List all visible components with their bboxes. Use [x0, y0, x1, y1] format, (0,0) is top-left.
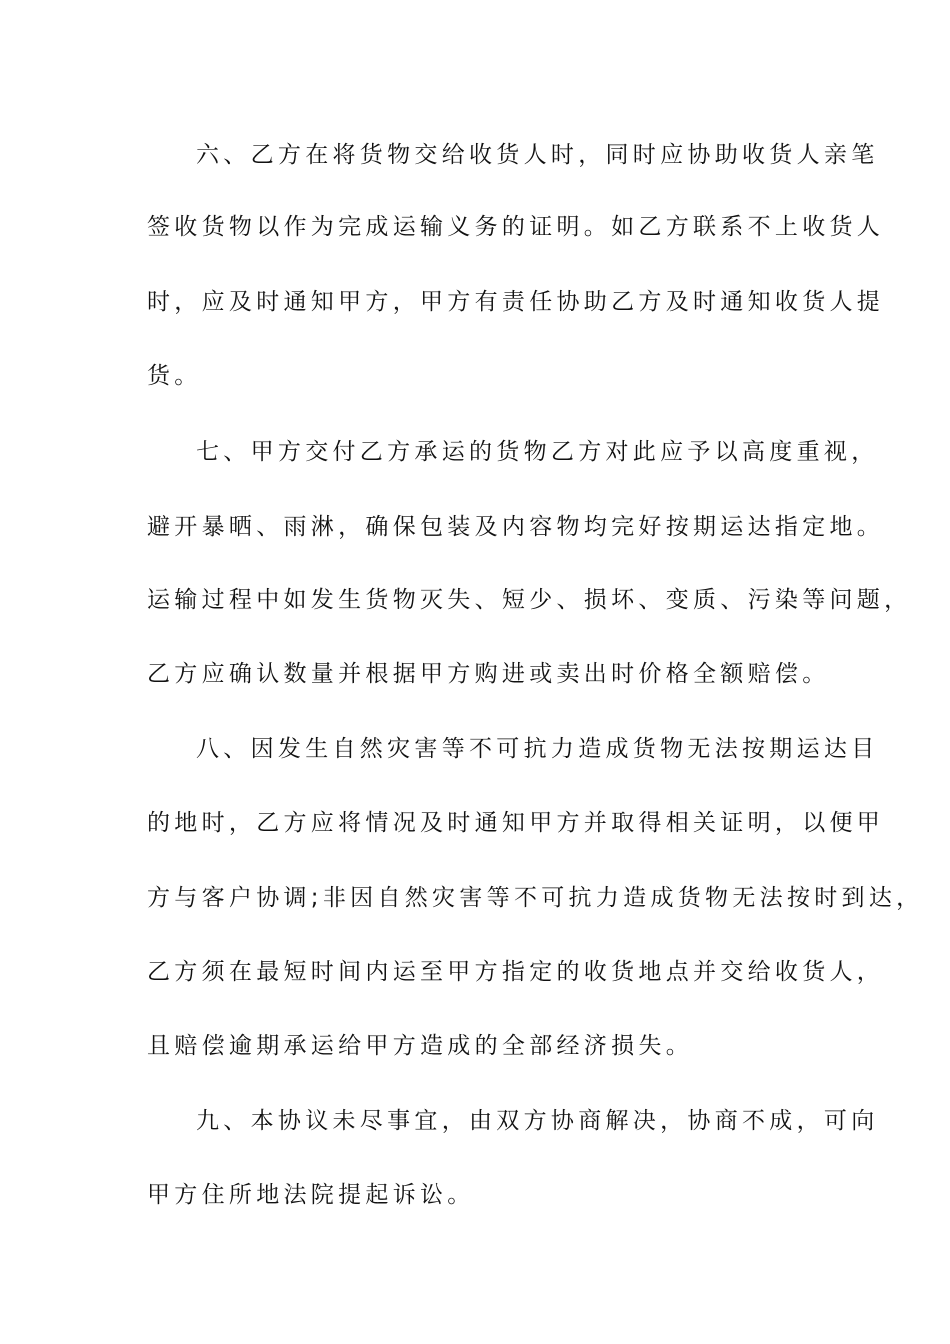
clause-8-line-4: 乙方须在最短时间内运至甲方指定的收货地点并交给收货人，: [147, 959, 885, 985]
clause-8-line-2: 的地时，乙方应将情况及时通知甲方并取得相关证明，以便甲: [147, 810, 885, 836]
clause-7-line-3: 运输过程中如发生货物灭失、短少、损坏、变质、污染等问题，: [147, 587, 912, 613]
clause-7-line-4: 乙方应确认数量并根据甲方购进或卖出时价格全额赔偿。: [147, 661, 830, 687]
clause-6-line-2: 签收货物以作为完成运输义务的证明。如乙方联系不上收货人: [147, 214, 885, 240]
clause-9-line-1: 九、本协议未尽事宜，由双方协商解决，协商不成，可向: [196, 1108, 879, 1134]
clause-8-line-5: 且赔偿逾期承运给甲方造成的全部经济损失。: [147, 1033, 693, 1059]
clause-6-line-4: 货。: [147, 363, 202, 389]
clause-8-line-1: 八、因发生自然灾害等不可抗力造成货物无法按期运达目: [196, 736, 879, 762]
clause-9-line-2: 甲方住所地法院提起诉讼。: [147, 1182, 475, 1208]
clause-6-line-3: 时，应及时通知甲方，甲方有责任协助乙方及时通知收货人提: [147, 289, 885, 315]
clause-8-line-3: 方与客户协调;非因自然灾害等不可抗力造成货物无法按时到达，: [147, 885, 924, 911]
clause-7-line-2: 避开暴晒、雨淋，确保包装及内容物均完好按期运达指定地。: [147, 514, 885, 540]
clause-7-line-1: 七、甲方交付乙方承运的货物乙方对此应予以高度重视，: [196, 439, 879, 465]
clause-6-line-1: 六、乙方在将货物交给收货人时，同时应协助收货人亲笔: [196, 142, 879, 168]
